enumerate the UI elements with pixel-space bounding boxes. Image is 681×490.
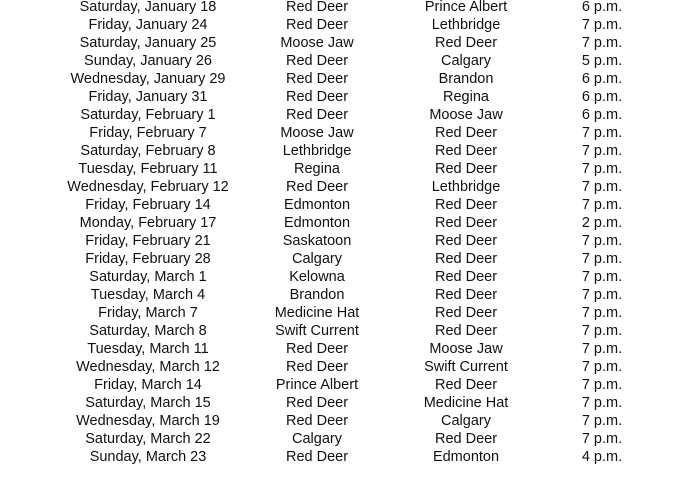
game-date: Tuesday, March 4 [90,287,206,303]
home-team: Red Deer [285,179,349,195]
game-time: 7 p.m. [581,233,623,249]
game-date: Friday, February 21 [85,233,211,249]
game-time: 7 p.m. [581,413,623,429]
game-time: 7 p.m. [581,305,623,321]
game-date: Wednesday, February 12 [67,179,229,195]
game-date: Tuesday, March 11 [87,341,209,357]
home-team: Moose Jaw [280,125,354,141]
game-date: Saturday, January 18 [79,0,217,15]
away-team: Brandon [438,71,494,87]
table-row [0,52,681,70]
table-row [0,322,681,340]
away-team: Red Deer [434,323,498,339]
game-date: Saturday, March 1 [89,269,207,285]
table-row [0,142,681,160]
game-time: 6 p.m. [581,107,623,123]
home-team: Brandon [289,287,345,303]
away-team: Calgary [441,53,491,69]
game-date: Friday, January 31 [88,89,208,105]
home-team: Red Deer [285,449,349,465]
game-time: 7 p.m. [581,431,623,447]
game-time: 4 p.m. [581,449,623,465]
away-team: Red Deer [434,287,498,303]
home-team: Lethbridge [282,143,352,159]
away-team: Regina [443,89,489,105]
home-team: Red Deer [285,0,349,15]
home-team: Red Deer [285,341,349,357]
away-team: Medicine Hat [423,395,509,411]
away-team: Red Deer [434,143,498,159]
away-team: Red Deer [434,377,498,393]
home-team: Red Deer [285,413,349,429]
game-time: 7 p.m. [581,125,623,141]
game-date: Friday, March 14 [94,377,202,393]
away-team: Red Deer [434,305,498,321]
away-team: Red Deer [434,233,498,249]
away-team: Red Deer [434,161,498,177]
game-date: Saturday, February 1 [80,107,216,123]
table-row [0,358,681,376]
game-time: 6 p.m. [581,71,623,87]
game-date: Wednesday, March 19 [76,413,220,429]
home-team: Red Deer [285,71,349,87]
away-team: Red Deer [434,215,498,231]
table-row [0,124,681,142]
away-team: Lethbridge [431,179,501,195]
game-time: 7 p.m. [581,359,623,375]
away-team: Moose Jaw [429,341,503,357]
game-date: Friday, February 14 [85,197,211,213]
table-row [0,286,681,304]
game-time: 7 p.m. [581,161,623,177]
game-time: 7 p.m. [581,251,623,267]
table-row [0,430,681,448]
game-date: Friday, March 7 [98,305,198,321]
game-time: 6 p.m. [581,89,623,105]
away-team: Calgary [441,413,491,429]
home-team: Red Deer [285,89,349,105]
away-team: Lethbridge [431,17,501,33]
table-row [0,178,681,196]
table-row [0,268,681,286]
table-row [0,160,681,178]
home-team: Edmonton [283,197,351,213]
away-team: Red Deer [434,125,498,141]
home-team: Edmonton [283,215,351,231]
table-row [0,34,681,52]
away-team: Swift Current [424,359,508,375]
game-time: 7 p.m. [581,395,623,411]
away-team: Prince Albert [424,0,508,15]
game-date: Sunday, January 26 [84,53,212,69]
table-row [0,250,681,268]
game-date: Saturday, March 22 [85,431,211,447]
table-row [0,70,681,88]
game-time: 7 p.m. [581,17,623,33]
game-date: Sunday, March 23 [89,449,207,465]
game-time: 7 p.m. [581,377,623,393]
game-time: 7 p.m. [581,143,623,159]
game-time: 7 p.m. [581,341,623,357]
table-row [0,0,681,16]
home-team: Swift Current [275,323,359,339]
home-team: Red Deer [285,395,349,411]
table-row [0,232,681,250]
game-date: Saturday, March 15 [85,395,211,411]
home-team: Medicine Hat [274,305,360,321]
table-row [0,304,681,322]
table-row [0,412,681,430]
game-date: Monday, February 17 [79,215,217,231]
table-row [0,376,681,394]
home-team: Calgary [292,251,342,267]
table-row [0,16,681,34]
game-time: 2 p.m. [581,215,623,231]
home-team: Calgary [292,431,342,447]
away-team: Red Deer [434,251,498,267]
home-team: Kelowna [289,269,345,285]
table-row [0,448,681,466]
home-team: Red Deer [285,53,349,69]
home-team: Regina [294,161,340,177]
table-row [0,340,681,358]
table-row [0,88,681,106]
table-row [0,214,681,232]
home-team: Red Deer [285,359,349,375]
away-team: Edmonton [432,449,500,465]
game-time: 7 p.m. [581,323,623,339]
game-time: 5 p.m. [581,53,623,69]
away-team: Red Deer [434,197,498,213]
game-date: Wednesday, March 12 [76,359,220,375]
home-team: Moose Jaw [280,35,354,51]
home-team: Prince Albert [275,377,359,393]
home-team: Saskatoon [282,233,352,249]
game-time: 7 p.m. [581,287,623,303]
home-team: Red Deer [285,17,349,33]
game-date: Friday, February 7 [89,125,207,141]
game-date: Saturday, January 25 [79,35,217,51]
game-time: 6 p.m. [581,0,623,15]
game-time: 7 p.m. [581,35,623,51]
away-team: Red Deer [434,269,498,285]
game-time: 7 p.m. [581,269,623,285]
away-team: Moose Jaw [429,107,503,123]
game-date: Saturday, February 8 [80,143,216,159]
table-row [0,106,681,124]
game-date: Tuesday, February 11 [78,161,218,177]
game-date: Wednesday, January 29 [70,71,226,87]
game-date: Friday, January 24 [88,17,208,33]
game-date: Saturday, March 8 [89,323,207,339]
table-row [0,394,681,412]
game-time: 7 p.m. [581,197,623,213]
away-team: Red Deer [434,431,498,447]
game-date: Friday, February 28 [85,251,211,267]
table-row [0,196,681,214]
home-team: Red Deer [285,107,349,123]
game-time: 7 p.m. [581,179,623,195]
away-team: Red Deer [434,35,498,51]
